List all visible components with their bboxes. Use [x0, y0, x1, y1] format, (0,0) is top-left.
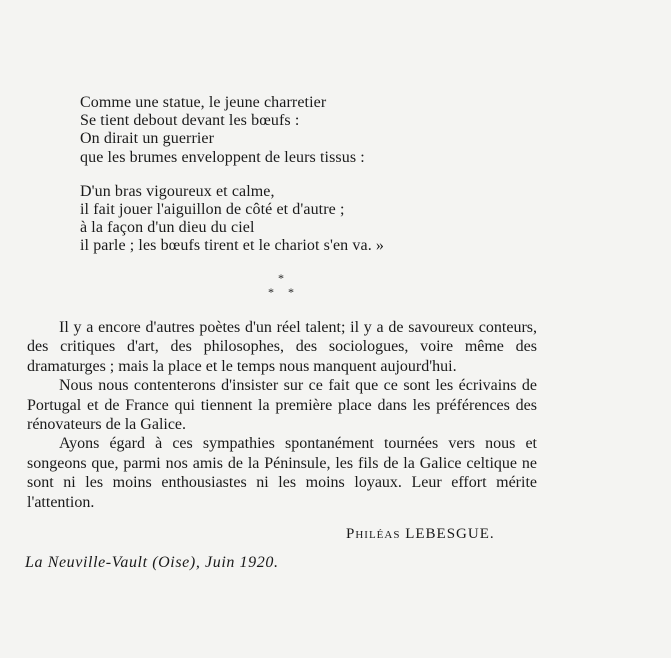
author-signature: Philéas LEBESGUE.: [346, 526, 495, 542]
poem-line: D'un bras vigoureux et calme,: [80, 182, 275, 200]
stanza-gap: [80, 167, 384, 183]
asterisk: *: [278, 271, 284, 285]
asterisk: *: [288, 285, 294, 299]
asterisk: *: [268, 285, 274, 299]
paragraph: Il y a encore d'autres poètes d'un réel talent; il y a de savoureux conteurs, des critiques d'art, des philosophes, des sociologues, voire même des dramaturges ; mais la place et le temps nous manquent aujourd'hui.: [27, 319, 537, 375]
poem-excerpt: [80, 94, 384, 256]
paragraph: Nous nous contenterons d'insister sur ce fait que ce sont les écrivains de Portugal et de France qui tiennent la première place dans les préférences des rénovateurs de la Galice.: [27, 377, 537, 434]
poem-line: Comme une statue, le jeune charretier: [80, 94, 327, 111]
paragraph: Ayons égard à ces sympathies spontanément tournées vers nous et songeons que, parmi nos amis de la Péninsule, les fils de la Galice celtique ne sont ni les moins enthousiastes ni les moins loyaux. Leur effort mérite l'attention.: [27, 435, 537, 511]
asterism-separator: [266, 272, 298, 300]
body-text: [27, 318, 537, 512]
poem-line: il fait jouer l'aiguillon de côté et d'autre ;: [80, 201, 345, 219]
poem-line: il parle ; les bœufs tirent et le chariot s'en va. »: [80, 237, 384, 255]
poem-line: Se tient debout devant les bœufs :: [80, 112, 300, 130]
poem-line: à la façon d'un dieu du ciel: [80, 219, 255, 237]
place-date-line: La Neuville-Vault (Oise), Juin 1920.: [25, 554, 279, 571]
poem-line: que les brumes enveloppent de leurs tissus :: [80, 148, 365, 166]
poem-line: On dirait un guerrier: [80, 130, 215, 148]
